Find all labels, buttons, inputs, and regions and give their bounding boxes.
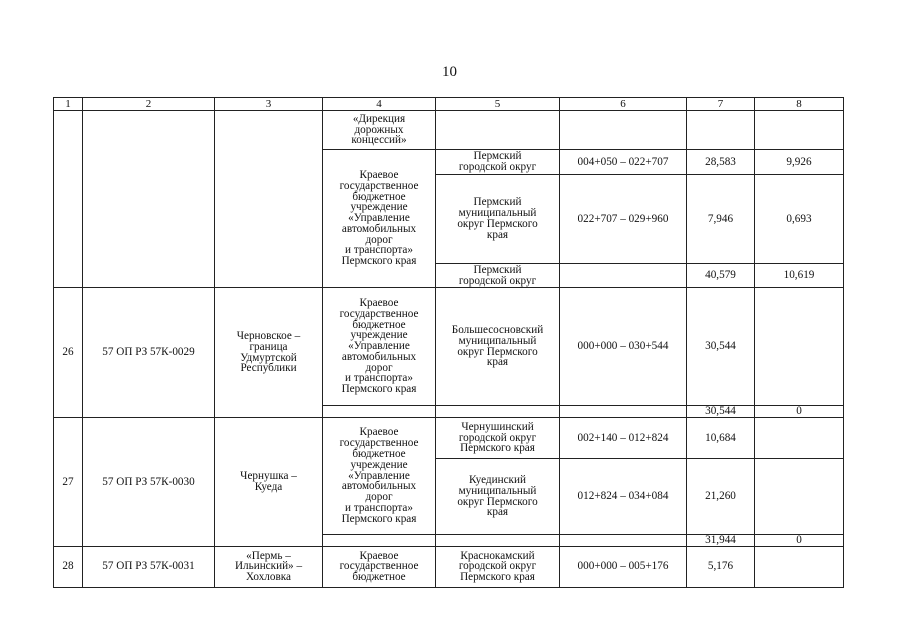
- cell-municipality: Пермский городской округ: [436, 264, 560, 288]
- cell-length-8: [755, 459, 844, 535]
- table-row: [54, 288, 844, 406]
- column-number: 1: [54, 98, 83, 111]
- cell-length: 31,944: [687, 535, 755, 547]
- cell-km-range: 000+000 – 030+544: [560, 288, 687, 406]
- cell-row-number: 27: [54, 418, 83, 547]
- cell-length: 30,544: [687, 406, 755, 418]
- cell-km-range: 022+707 – 029+960: [560, 175, 687, 264]
- column-number: 2: [83, 98, 215, 111]
- cell-row-number: 26: [54, 288, 83, 418]
- column-number: 5: [436, 98, 560, 111]
- cell-km-range: 012+824 – 034+084: [560, 459, 687, 535]
- cell-length: 7,946: [687, 175, 755, 264]
- cell-municipality: Пермский городской округ: [436, 150, 560, 175]
- column-number: 8: [755, 98, 844, 111]
- cell-length: 21,260: [687, 459, 755, 535]
- cell-road-name: «Пермь – Ильинский» – Хохловка: [215, 546, 323, 587]
- cell-length-8: [755, 111, 844, 150]
- cell-km-range: 002+140 – 012+824: [560, 418, 687, 459]
- cell-owner: Краевое государственное бюджетное: [323, 546, 436, 587]
- cell-length: 40,579: [687, 264, 755, 288]
- cell-owner: [323, 406, 436, 418]
- cell-municipality: Большесосновский муниципальный округ Пермского края: [436, 288, 560, 406]
- cell-owner: [323, 535, 436, 547]
- cell-municipality: [436, 406, 560, 418]
- cell-km-range: [560, 406, 687, 418]
- column-number: 7: [687, 98, 755, 111]
- cell-km-range: [560, 264, 687, 288]
- cell-length: 5,176: [687, 546, 755, 587]
- cell-road-id: 57 ОП РЗ 57К-0029: [83, 288, 215, 418]
- cell-owner: Краевое государственное бюджетное учреждение «Управление автомобильных дорог и транспорта» Пермского края: [323, 288, 436, 406]
- cell-length-8: [755, 418, 844, 459]
- column-number: 3: [215, 98, 323, 111]
- cell-municipality: Пермский муниципальный округ Пермского края: [436, 175, 560, 264]
- cell-length-8: [755, 288, 844, 406]
- cell-km-range: 000+000 – 005+176: [560, 546, 687, 587]
- cell-length: 30,544: [687, 288, 755, 406]
- cell-km-range: 004+050 – 022+707: [560, 150, 687, 175]
- cell-road-name: [215, 111, 323, 288]
- cell-owner: «Дирекция дорожных концессий»: [323, 111, 436, 150]
- column-number-row: [54, 98, 844, 111]
- cell-owner: Краевое государственное бюджетное учреждение «Управление автомобильных дорог и транспорта» Пермского края: [323, 418, 436, 535]
- cell-road-id: 57 ОП РЗ 57К-0030: [83, 418, 215, 547]
- table-row: [54, 418, 844, 459]
- cell-road-name: Чернушка – Куеда: [215, 418, 323, 547]
- cell-length-8: 0,693: [755, 175, 844, 264]
- cell-km-range: [560, 111, 687, 150]
- cell-length-8: 0: [755, 535, 844, 547]
- page-number: 10: [442, 64, 457, 80]
- cell-road-id: [83, 111, 215, 288]
- column-number: 6: [560, 98, 687, 111]
- cell-row-number: [54, 111, 83, 288]
- cell-length-8: 10,619: [755, 264, 844, 288]
- cell-length-8: 0: [755, 406, 844, 418]
- cell-road-name: Черновское – граница Удмуртской Республики: [215, 288, 323, 418]
- cell-km-range: [560, 535, 687, 547]
- table-row: [54, 111, 844, 150]
- cell-row-number: 28: [54, 546, 83, 587]
- cell-municipality: Чернушинский городской округ Пермского края: [436, 418, 560, 459]
- cell-municipality: [436, 111, 560, 150]
- cell-length: 10,684: [687, 418, 755, 459]
- cell-owner: Краевое государственное бюджетное учреждение «Управление автомобильных дорог и транспорта» Пермского края: [323, 150, 436, 288]
- cell-length: [687, 111, 755, 150]
- cell-municipality: Куединский муниципальный округ Пермского края: [436, 459, 560, 535]
- table-row: [54, 546, 844, 587]
- road-registry-table: [53, 97, 844, 588]
- cell-municipality: [436, 535, 560, 547]
- cell-length-8: 9,926: [755, 150, 844, 175]
- cell-length-8: [755, 546, 844, 587]
- cell-municipality: Краснокамский городской округ Пермского края: [436, 546, 560, 587]
- cell-length: 28,583: [687, 150, 755, 175]
- cell-road-id: 57 ОП РЗ 57К-0031: [83, 546, 215, 587]
- column-number: 4: [323, 98, 436, 111]
